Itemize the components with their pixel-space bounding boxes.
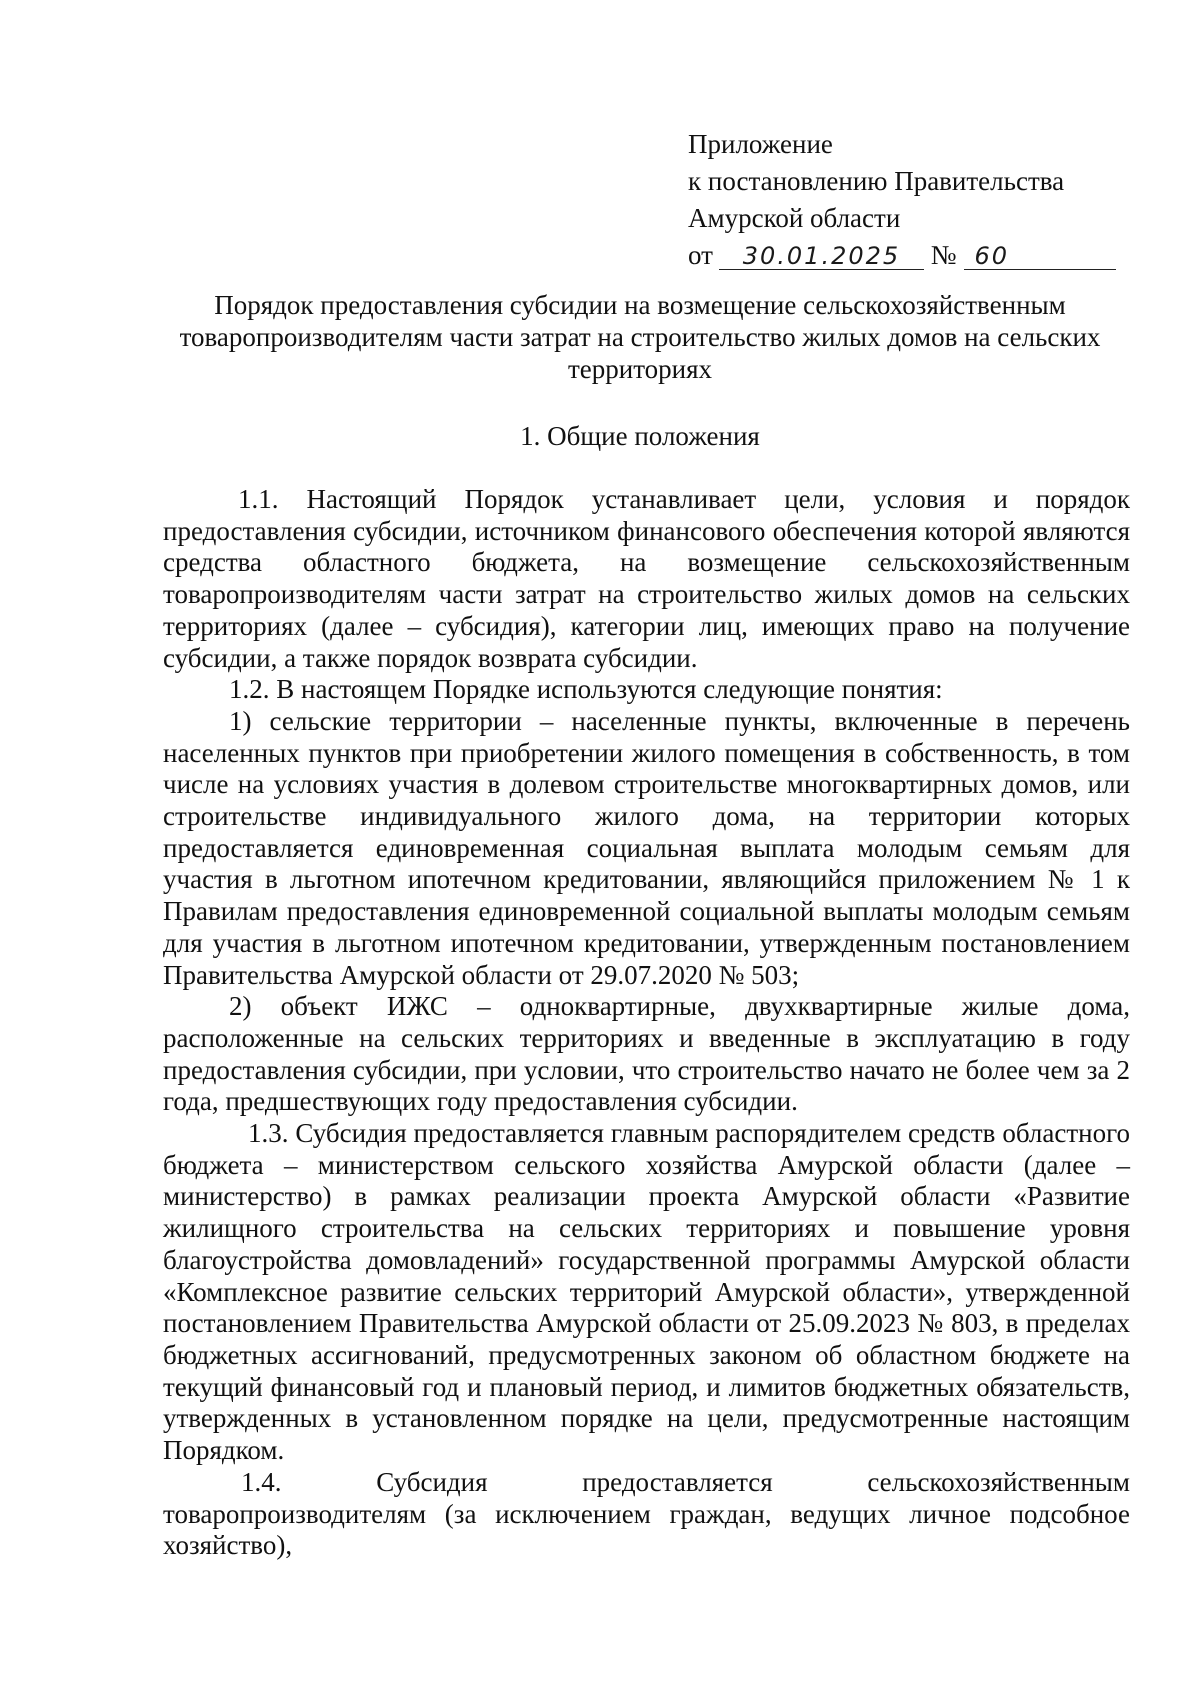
paragraph-1-1: 1.1. Настоящий Порядок устанавливает цели, условия и порядок предоставления субсидии, источником финансового обеспечения которой являются средства областного бюджета, на возмещение сельскохозяйственным товаропроизводителям части затрат на строительство жилых домов на сельских территориях (далее – субсидия), категории лиц, имеющих право на получение субсидии, а также порядок возврата субсидии. xyxy=(163,484,1130,673)
handwritten-date: 30.01.2025 xyxy=(719,243,924,270)
appendix-header xyxy=(688,126,1116,274)
appendix-resolution-ref: к постановлению Правительства xyxy=(688,166,1065,196)
appendix-region: Амурской области xyxy=(688,203,901,233)
appendix-date-line xyxy=(688,237,1116,274)
section-heading: 1. Общие положения xyxy=(520,421,760,451)
paragraph-1-4: 1.4. Субсидия предоставляется сельскохозяйственным товаропроизводителям (за исключением граждан, ведущих личное подсобное хозяйство), xyxy=(163,1466,1130,1561)
handwritten-number: 60 xyxy=(964,243,1116,270)
paragraph-definition-2: 2) объект ИЖС – одноквартирные, двухквартирные жилые дома, расположенные на сельских территориях и введенные в эксплуатацию в году предоставления субсидии, при условии, что строительство начато не более чем за 2 года, предшествующих году предоставления субсидии. xyxy=(163,991,1130,1117)
number-sign: № xyxy=(930,240,957,270)
paragraph-1-2: 1.2. В настоящем Порядке используются следующие понятия: xyxy=(229,674,943,705)
document-title: Порядок предоставления субсидии на возмещение сельскохозяйственным товаропроизводителям части затрат на строительство жилых домов на сельских территориях xyxy=(179,290,1101,384)
date-prefix: от xyxy=(688,240,713,270)
appendix-label: Приложение xyxy=(688,129,833,159)
document-body xyxy=(163,484,1130,1562)
paragraph-1-3: 1.3. Субсидия предоставляется главным распорядителем средств областного бюджета – министерством сельского хозяйства Амурской области (далее – министерство) в рамках реализации проекта Амурской области «Развитие жилищного строительства на сельских территориях и повышение уровня благоустройства домовладений» государственной программы Амурской области «Комплексное развитие сельских территорий Амурской области», утвержденной постановлением Правительства Амурской области от 25.09.2023 № 803, в пределах бюджетных ассигнований, предусмотренных законом об областном бюджете на текущий финансовый год и плановый период, и лимитов бюджетных обязательств, утвержденных в установленном порядке на цели, предусмотренные настоящим Порядком. xyxy=(163,1118,1130,1466)
paragraph-definition-1: 1) сельские территории – населенные пункты, включенные в перечень населенных пунктов при приобретении жилого помещения в собственность, в том числе на условиях участия в долевом строительстве многоквартирных домов, или строительстве индивидуального жилого дома, на территории которых предоставляется единовременная социальная выплата молодым семьям для участия в льготном ипотечном кредитовании, являющийся приложением № 1 к Правилам предоставления единовременной социальной выплаты молодым семьям для участия в льготном ипотечном кредитовании, утвержденным постановлением Правительства Амурской области от 29.07.2020 № 503; xyxy=(163,705,1130,990)
